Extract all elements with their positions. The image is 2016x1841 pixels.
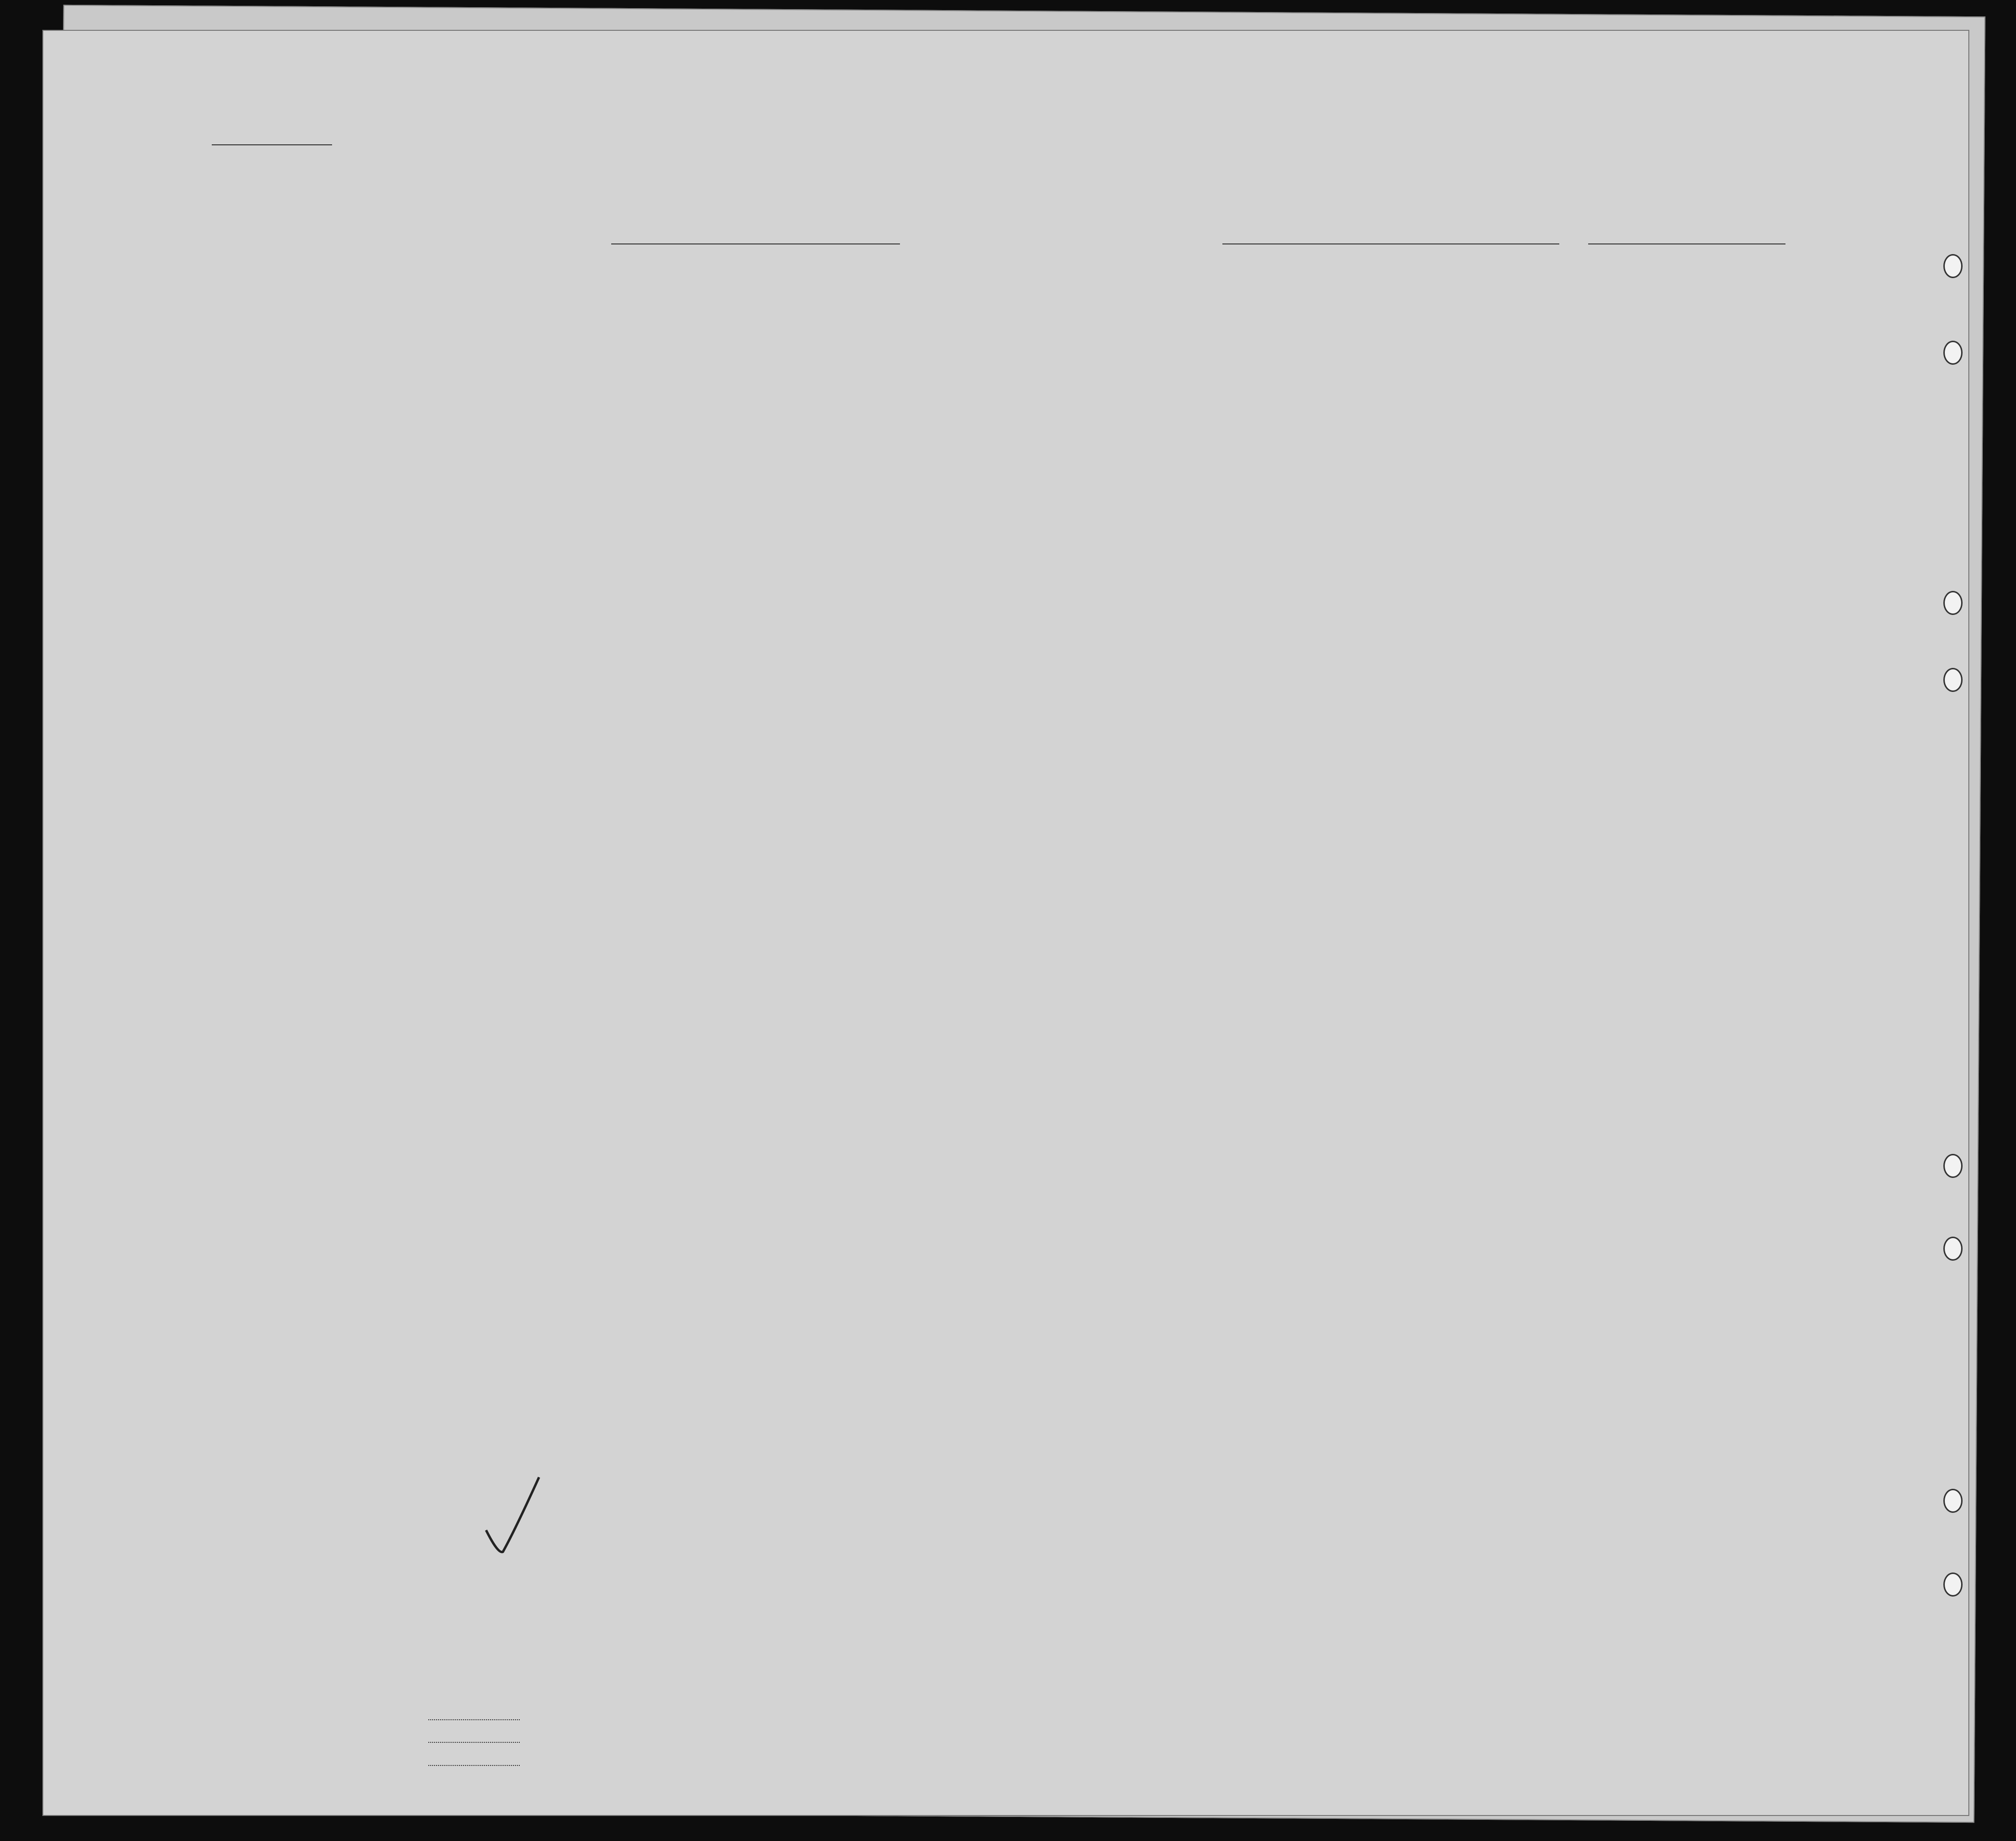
binder-hole (1943, 668, 1963, 692)
binder-hole (1943, 254, 1963, 278)
ports-underline (1222, 243, 1559, 244)
footer-line-3 (428, 1765, 520, 1766)
binder-hole (1943, 1154, 1963, 1178)
checkmark-icon (481, 1472, 553, 1559)
list-underline (212, 144, 332, 145)
binder-hole (1943, 1489, 1963, 1513)
binder-hole (1943, 1237, 1963, 1261)
date-underline (1588, 243, 1785, 244)
binder-hole (1943, 341, 1963, 365)
binder-hole (1943, 591, 1963, 615)
binder-hole (1943, 1573, 1963, 1597)
manifest-sheet (42, 30, 1969, 1816)
footer-line-2 (428, 1742, 520, 1743)
ship-underline (611, 243, 900, 244)
footer-line-1 (428, 1719, 520, 1720)
